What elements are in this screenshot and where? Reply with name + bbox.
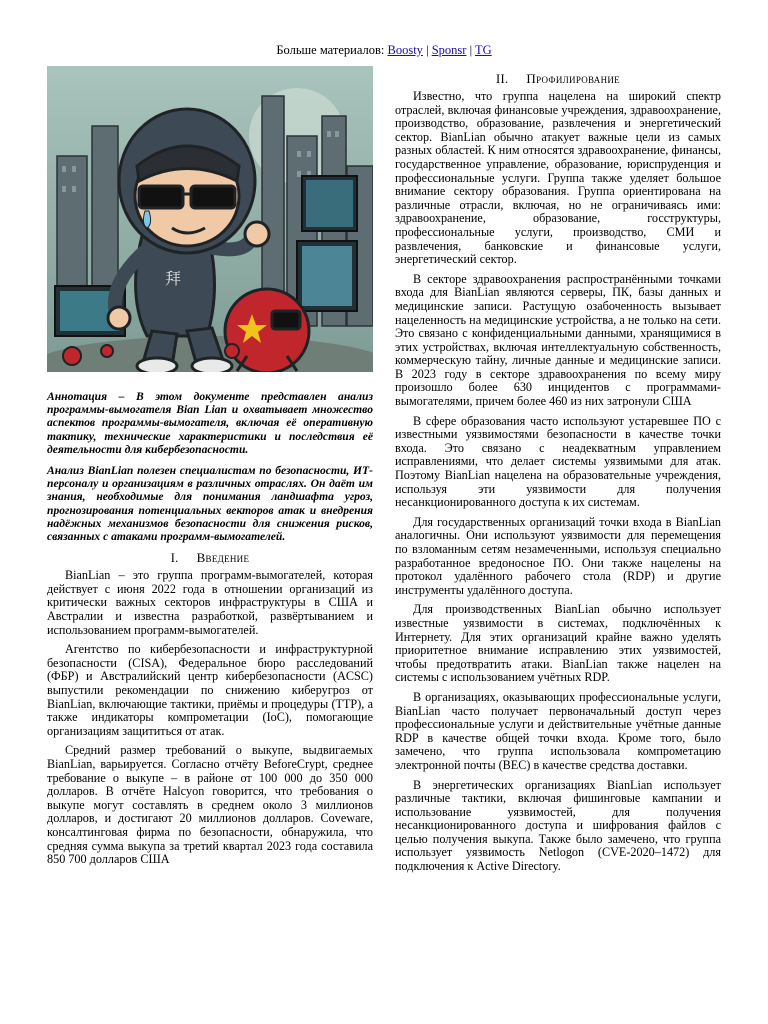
- section-body-profiling: [395, 90, 721, 874]
- link-tg[interactable]: TG: [474, 43, 492, 57]
- header-prefix: Больше материалов:: [276, 43, 385, 57]
- abstract-paragraph: Анализ BianLian полезен специалистам по безопасности, ИТ-персоналу и организациям в различных отраслях. Он даёт им знания, необходимые для понимания ландшафта угроз, прогнозирования потенциальных векторов атак и внедрения надёжных механизмов безопасности для снижения рисков, связанных с атаками программ-вымогателей.: [47, 464, 373, 544]
- right-column: [395, 66, 721, 880]
- body-paragraph: Для производственных BianLian обычно использует известные уязвимости в системах, подключённых к Интернету. Для этих организаций крайне важно уделять приоритетное внимание исправлению этих уязвимостей, чтобы предотвратить атаки. BianLian также нацелен на системы с использованием учётных RDP.: [395, 602, 721, 685]
- section-heading-introduction: [47, 551, 373, 565]
- section-number: I.: [170, 551, 179, 566]
- hood-badge-text: 拜: [165, 269, 182, 288]
- body-paragraph: Средний размер требований о выкупе, выдвигаемых BianLian, варьируется. Согласно отчёту BeforeCrypt, среднее требование о выкупе – в районе от 100 000 до 350 000 долларов. В отчёте Halcyon говорится, что требования о выкупе могут составлять в среднем около 3 миллионов долларов, и достигают 20 миллионов долларов. Coveware, консалтинговая фирма по безопасности, обнаружила, что средняя сумма выкупа за третий квартал 2023 года составила 850 700 долларов США: [47, 743, 373, 867]
- section-title: Профилирование: [526, 71, 620, 86]
- link-boosty[interactable]: Boosty: [387, 43, 423, 57]
- body-paragraph: В энергетических организациях BianLian использует различные тактики, включая фишинговые кампании и использование уязвимостей, для получения несанкционированного доступа и шифрования файлов с целью получения выкупа. Также было замечено, что группа использует уязвимость Netlogon (CVE-2020–1472) для подключения к Active Directory.: [395, 777, 721, 874]
- body-paragraph: Для государственных организаций точки входа в BianLian аналогичны. Они используют уязвимости для перемещения по взломанным сетям незамеченными, используя специально разработанное вредоносное ПО. Они также нацелены на протокол удалённого рабочего стола (RDP) и другие инструменты удалённого доступа.: [395, 514, 721, 597]
- body-paragraph: BianLian – это группа программ-вымогателей, которая действует с июня 2022 года в отношении организаций из критически важных секторов инфраструктуры в США и Австралии и известна разработкой, развёртыванием и использованием программ-вымогателей.: [47, 568, 373, 637]
- link-separator: |: [426, 43, 429, 57]
- body-paragraph: В организациях, оказывающих профессиональные услуги, BianLian часто получает первоначальный доступ через профессиональные услуги и действительные учётные данные RDP в качестве общей точки входа. Кроме того, было замечено, что группа использовала компрометацию электронной почты (BEC) в качестве средства доставки.: [395, 689, 721, 772]
- hero-illustration: [47, 66, 373, 372]
- header-links-bar: [0, 42, 768, 58]
- section-heading-profiling: [395, 72, 721, 86]
- link-sponsr[interactable]: Sponsr: [431, 43, 467, 57]
- body-paragraph: Агентство по кибербезопасности и инфраструктурной безопасности (CISA), Федеральное бюро расследований (ФБР) и Австралийский центр кибербезопасности (ACSC) выпустили рекомендации по снижению киберугроз от BianLian, включающие тактики, приёмы и процедуры (TTP), а также индикаторы компрометации (IoC), помогающие организациям защититься от атак.: [47, 642, 373, 738]
- body-paragraph: В сфере образования часто используют устаревшее ПО с известными уязвимостями безопасности в качестве точки входа. Это связано с неадекватным управлением исправлениями, что делает системы уязвимыми для атак. Поэтому BianLian нацелена на образовательные учреждения, используя эти уязвимости для получения несанкционированного доступа к их системам.: [395, 413, 721, 510]
- abstract-paragraph: Аннотация – В этом документе представлен анализ программы-вымогателя Bian Lian и охватывает множество аспектов программы-вымогателя, включая её оперативную тактику, технические характеристики и последствия её деятельности для кибербезопасности.: [47, 390, 373, 456]
- section-body-introduction: [47, 569, 373, 866]
- hacker-illustration-image: [47, 66, 373, 372]
- section-title: Введение: [196, 550, 250, 566]
- abstract-block: [47, 390, 373, 543]
- left-column: [47, 66, 373, 873]
- section-number: II.: [496, 72, 509, 86]
- link-separator: |: [469, 43, 473, 57]
- body-paragraph: В секторе здравоохранения распространёнными точками входа для BianLian являются серверы, ПК, базы данных и медицинские записи. Растущую озабоченность вызывает нацеленность на медицинские устройства, а не только на сети. Это связано с конфиденциальными данными, хранящимися в этих устройствах, включая интеллектуальную собственность, коммерческую тайну, личные данные и медицинские записи. В 2023 году в секторе здравоохранения по всему миру произошло более 630 инцидентов с программами-вымогателями, причем более 460 из них затронули США: [395, 271, 721, 409]
- body-paragraph: Известно, что группа нацелена на широкий спектр отраслей, включая финансовые учреждения, здравоохранение, производство, образование, развлечения и энергетический сектор. BianLian обычно атакует важные цели из самых разных областей. К ним относятся здравоохранение, финансы, государственное управление, образование, юриспруденция и профессиональные услуги. Группа также уделяет большое внимание сектору образования. Группа ориентирована на различные отрасли, включая, но не ограничиваясь ими: здравоохранение, образование, госструктуры, профессиональные услуги, производство, СМИ и развлечения, банковские и финансовые услуги, энергетический сектор.: [395, 89, 721, 267]
